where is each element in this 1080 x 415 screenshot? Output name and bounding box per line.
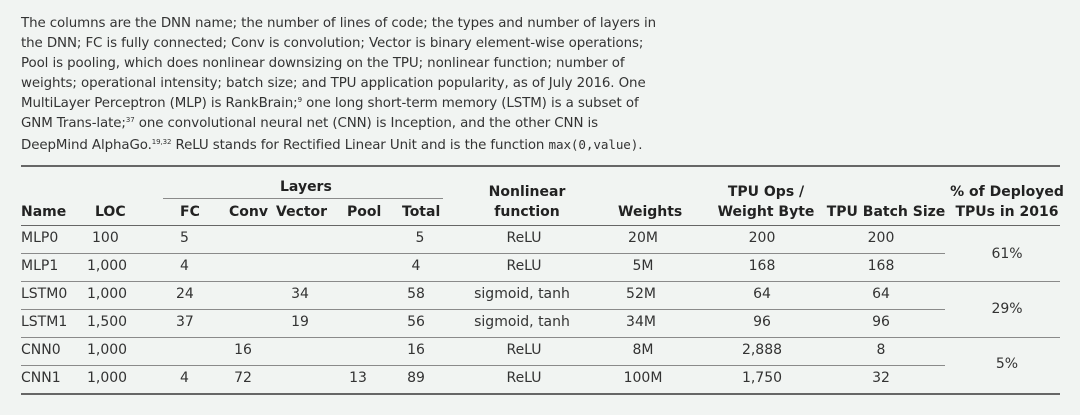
group-divider [21,281,1060,282]
header-nonlinear-line1: Nonlinear [488,184,566,200]
cell-fc: 5 [180,230,189,246]
cell-fc: 24 [176,286,194,302]
deployed-cnn: 5% [995,356,1019,372]
cell-loc: 1,000 [87,286,128,302]
layers-group-rule [163,198,443,199]
table-bottom-rule [21,393,1060,395]
header-fc: FC [180,204,200,220]
cell-nonlinear: sigmoid, tanh [474,286,570,302]
cell-ops: 96 [753,314,771,330]
cell-loc: 1,000 [87,370,128,386]
cell-ops: 64 [753,286,771,302]
header-weights: Weights [618,204,683,220]
header-pool: Pool [347,204,382,220]
cell-vector: 19 [291,314,309,330]
deployed-mlp: 61% [991,246,1023,262]
cell-batch: 64 [872,286,890,302]
cell-conv: 72 [234,370,252,386]
cell-vector: 34 [291,286,309,302]
header-deployed-line2: TPUs in 2016 [955,204,1059,220]
header-batch-size: TPU Batch Size [826,204,946,220]
row-divider [21,309,945,310]
cell-weights: 8M [632,342,654,358]
deployed-lstm: 29% [991,301,1023,317]
cell-total: 4 [411,258,421,274]
cell-batch: 200 [867,230,895,246]
cell-fc: 37 [176,314,194,330]
header-name: Name [21,204,67,220]
header-conv: Conv [229,204,268,220]
header-total: Total [402,204,441,220]
cell-name: MLP0 [21,230,59,246]
table-top-rule [21,165,1060,167]
layers-group-header: Layers [280,179,332,195]
cell-total: 56 [407,314,425,330]
cell-nonlinear: ReLU [506,370,542,386]
cell-name: LSTM0 [21,286,68,302]
cell-fc: 4 [180,258,189,274]
cell-batch: 8 [876,342,886,358]
cell-name: MLP1 [21,258,59,274]
cell-total: 89 [407,370,425,386]
cell-conv: 16 [234,342,252,358]
cell-name: LSTM1 [21,314,68,330]
cell-loc: 1,000 [87,258,128,274]
cell-loc: 100 [92,230,119,246]
cell-nonlinear: ReLU [506,258,542,274]
cell-pool: 13 [349,370,367,386]
cell-nonlinear: ReLU [506,342,542,358]
cell-loc: 1,500 [87,314,128,330]
cell-total: 5 [415,230,425,246]
cell-ops: 200 [748,230,776,246]
cell-batch: 32 [872,370,890,386]
cell-fc: 4 [180,370,189,386]
header-loc: LOC [95,204,126,220]
cell-ops: 2,888 [741,342,783,358]
group-divider [21,337,1060,338]
header-tpu-ops-line1: TPU Ops / [727,184,805,200]
cell-loc: 1,000 [87,342,128,358]
row-divider [21,365,945,366]
cell-weights: 5M [632,258,654,274]
cell-weights: 52M [626,286,656,302]
cell-nonlinear: ReLU [506,230,542,246]
cell-weights: 34M [626,314,656,330]
table-caption: The columns are the DNN name; the number of lines of code; the types and number of layers in the DNN; FC is fully connected; Conv is convolution; Vector is binary element-wise operations; Pool is pooling, which does nonlinear downsizing on the TPU; nonlinear function; number of weights; operational intensity; batch size; and TPU application popularity, as of July 2016. One MultiLayer Perceptron (MLP) is RankBrain;$^9$ one long short-term memory (LSTM) is a subset of GNM Trans-late;$^{37}$ one convolutional neural net (CNN) is Inception, and the other CNN is DeepMind AlphaGo.$^{19,32}$ ReLU stands for Rectified Linear Unit and is the function max(0,value). [21,16,657,153]
cell-ops: 1,750 [741,370,783,386]
cell-nonlinear: sigmoid, tanh [474,314,570,330]
cell-total: 58 [407,286,425,302]
cell-name: CNN1 [21,370,61,386]
cell-total: 16 [407,342,425,358]
cell-name: CNN0 [21,342,61,358]
cell-batch: 96 [872,314,890,330]
cell-ops: 168 [748,258,776,274]
row-divider [21,253,945,254]
header-bottom-rule [21,225,1060,226]
header-tpu-ops-line2: Weight Byte [717,204,815,220]
cell-weights: 20M [628,230,658,246]
header-deployed-line1: % of Deployed [950,184,1064,200]
cell-weights: 100M [623,370,663,386]
header-nonlinear-line2: function [494,204,560,220]
cell-batch: 168 [867,258,895,274]
header-vector: Vector [276,204,328,220]
